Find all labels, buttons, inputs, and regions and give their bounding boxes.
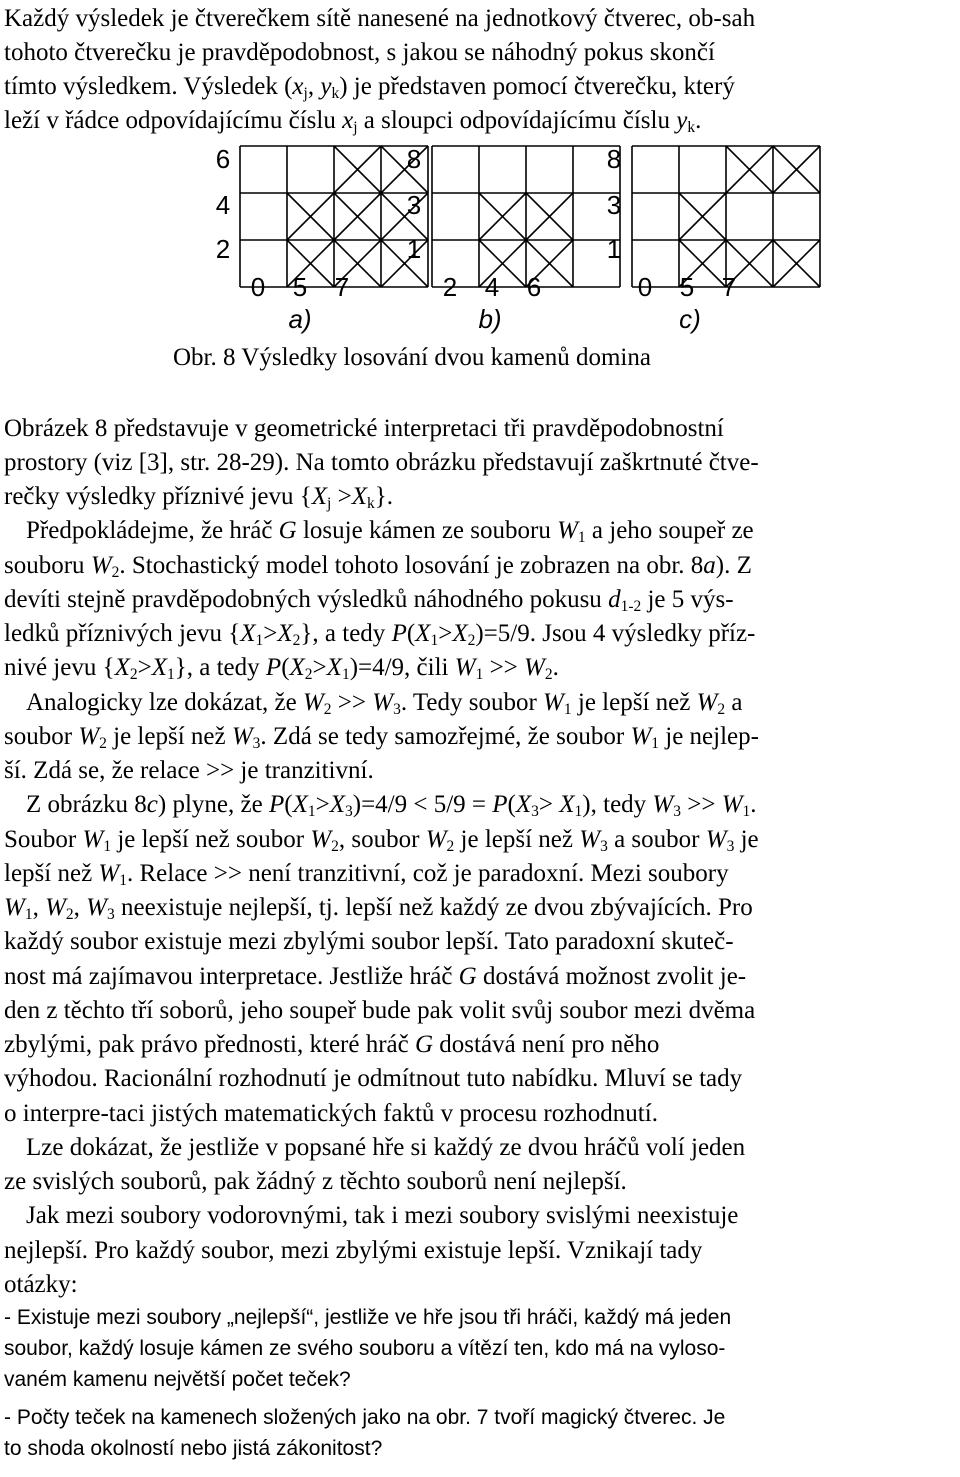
panel-label: a) <box>288 304 312 334</box>
text-line: nost má zajímavou interpretace. Jestliže hráč G dostává možnost zvolit je- <box>4 963 747 990</box>
figure-caption: Obr. 8 Výsledky losování dvou kamenů domina <box>173 344 651 371</box>
figure-grids <box>0 138 960 338</box>
text-line: prostory (viz [3], str. 28-29). Na tomto obrázku představují zaškrtnuté čtve- <box>4 449 759 476</box>
question-line: - Existuje mezi soubory „nejlepší“, jestliže ve hře jsou tři hráči, každý má jeden <box>4 1306 732 1329</box>
text-line: ze svislých souborů, pak žádný z těchto souborů není nejlepší. <box>4 1168 627 1195</box>
column-label: 7 <box>721 272 737 302</box>
column-label: 0 <box>637 272 653 302</box>
row-label: 2 <box>215 234 231 264</box>
text-line: otázky: <box>4 1271 78 1298</box>
text-line: ší. Zdá se, že relace >> je tranzitivní. <box>4 757 374 784</box>
text-line: $W_1$, $W_2$, $W_3$ neexistuje nejlepší, tj. lepší než každý ze dvou zbývajících. Pro <box>4 894 753 923</box>
text-line: leží v řádce odpovídajícímu číslu $x_j$ a sloupci odpovídajícímu číslu $y_k$. <box>4 107 702 136</box>
question-line: - Počty teček na kamenech složených jako na obr. 7 tvoří magický čtverec. Je <box>4 1406 726 1429</box>
column-label: 6 <box>526 272 542 302</box>
question-line: vaném kamenu největší počet teček? <box>4 1368 351 1391</box>
row-label: 8 <box>606 144 622 174</box>
text-line: den z těchto tří soborů, jeho soupeř bude pak volit svůj soubor mezi dvěma <box>4 997 756 1024</box>
text-line: tímto výsledkem. Výsledek ($x_j$, $y_k$) je představen pomocí čtverečku, který <box>4 73 735 102</box>
panel-label: b) <box>478 304 502 334</box>
text-line: nejlepší. Pro každý soubor, mezi zbylými existuje lepší. Vznikají tady <box>4 1237 703 1264</box>
column-label: 2 <box>442 272 458 302</box>
question-line: to shoda okolností nebo jistá zákonitost? <box>4 1437 383 1460</box>
text-line: zbylými, pak právo přednosti, které hráč G dostává není pro něho <box>4 1031 660 1058</box>
row-label: 4 <box>215 190 231 220</box>
column-label: 5 <box>679 272 695 302</box>
text-line: Analogicky lze dokázat, že $W_2 >> W_3$. Tedy soubor $W_1$ je lepší než $W_2$ a <box>26 689 743 718</box>
row-label: 6 <box>215 144 231 174</box>
row-label: 1 <box>606 234 622 264</box>
panel-label: c) <box>679 304 701 334</box>
text-line: Obrázek 8 představuje v geometrické interpretaci tři pravděpodobnostní <box>4 415 724 442</box>
row-label: 3 <box>406 190 422 220</box>
text-line: Každý výsledek je čtverečkem sítě nanesené na jednotkový čtverec, ob-sah <box>4 5 756 32</box>
text-line: Lze dokázat, že jestliže v popsané hře si každý ze dvou hráčů volí jeden <box>26 1134 746 1161</box>
row-label: 8 <box>406 144 422 174</box>
column-label: 4 <box>484 272 500 302</box>
column-label: 0 <box>250 272 266 302</box>
row-label: 3 <box>606 190 622 220</box>
column-label: 5 <box>292 272 308 302</box>
text-line: každý soubor existuje mezi zbylými soubor lepší. Tato paradoxní skuteč- <box>4 928 734 955</box>
figure-8 <box>0 138 960 338</box>
text-line: rečky výsledky příznivé jevu $\{X_j >X_k\}$. <box>4 483 393 512</box>
text-line: souboru $W_2$. Stochastický model tohoto losování je zobrazen na obr. 8a). Z <box>4 552 752 581</box>
text-line: o interpre-taci jistých matematických faktů v procesu rozhodnutí. <box>4 1100 658 1127</box>
text-line: ledků příznivých jevu $\{X_1>X_2\}$, a tedy $P(X_1>X_2)=5/9$. Jsou 4 výsledky příz- <box>4 620 756 649</box>
text-line: Z obrázku 8c) plyne, že $P(X_1>X_3)=4/9 < 5/9 = P(X_3> X_1)$, tedy $W_3 >> W_1$. <box>26 791 757 820</box>
text-line: lepší než $W_1$. Relace >> není tranzitivní, což je paradoxní. Mezi soubory <box>4 860 729 889</box>
text-line: soubor $W_2$ je lepší než $W_3$. Zdá se tedy samozřejmé, že soubor $W_1$ je nejlep- <box>4 723 759 752</box>
text-line: nivé jevu $\{X_2>X_1\}$, a tedy $P(X_2>X_1)=4/9$, čili $W_1 >> W_2$. <box>4 654 559 683</box>
text-line: devíti stejně pravděpodobných výsledků náhodného pokusu $d_{1-2}$ je 5 výs- <box>4 586 734 615</box>
row-label: 1 <box>406 234 422 264</box>
text-line: Jak mezi soubory vodorovnými, tak i mezi soubory svislými neexistuje <box>26 1202 739 1229</box>
text-line: tohoto čtverečku je pravděpodobnost, s jakou se náhodný pokus skončí <box>4 39 715 66</box>
column-label: 7 <box>334 272 350 302</box>
question-line: soubor, každý losuje kámen ze svého souboru a vítězí ten, kdo má na vyloso- <box>4 1337 726 1360</box>
text-line: výhodou. Racionální rozhodnutí je odmítnout tuto nabídku. Mluví se tady <box>4 1065 743 1092</box>
text-line: Soubor $W_1$ je lepší než soubor $W_2$, soubor $W_2$ je lepší než $W_3$ a soubor $W_3$ je <box>4 826 759 855</box>
text-line: Předpokládejme, že hráč G losuje kámen ze souboru $W_1$ a jeho soupeř ze <box>26 517 754 546</box>
